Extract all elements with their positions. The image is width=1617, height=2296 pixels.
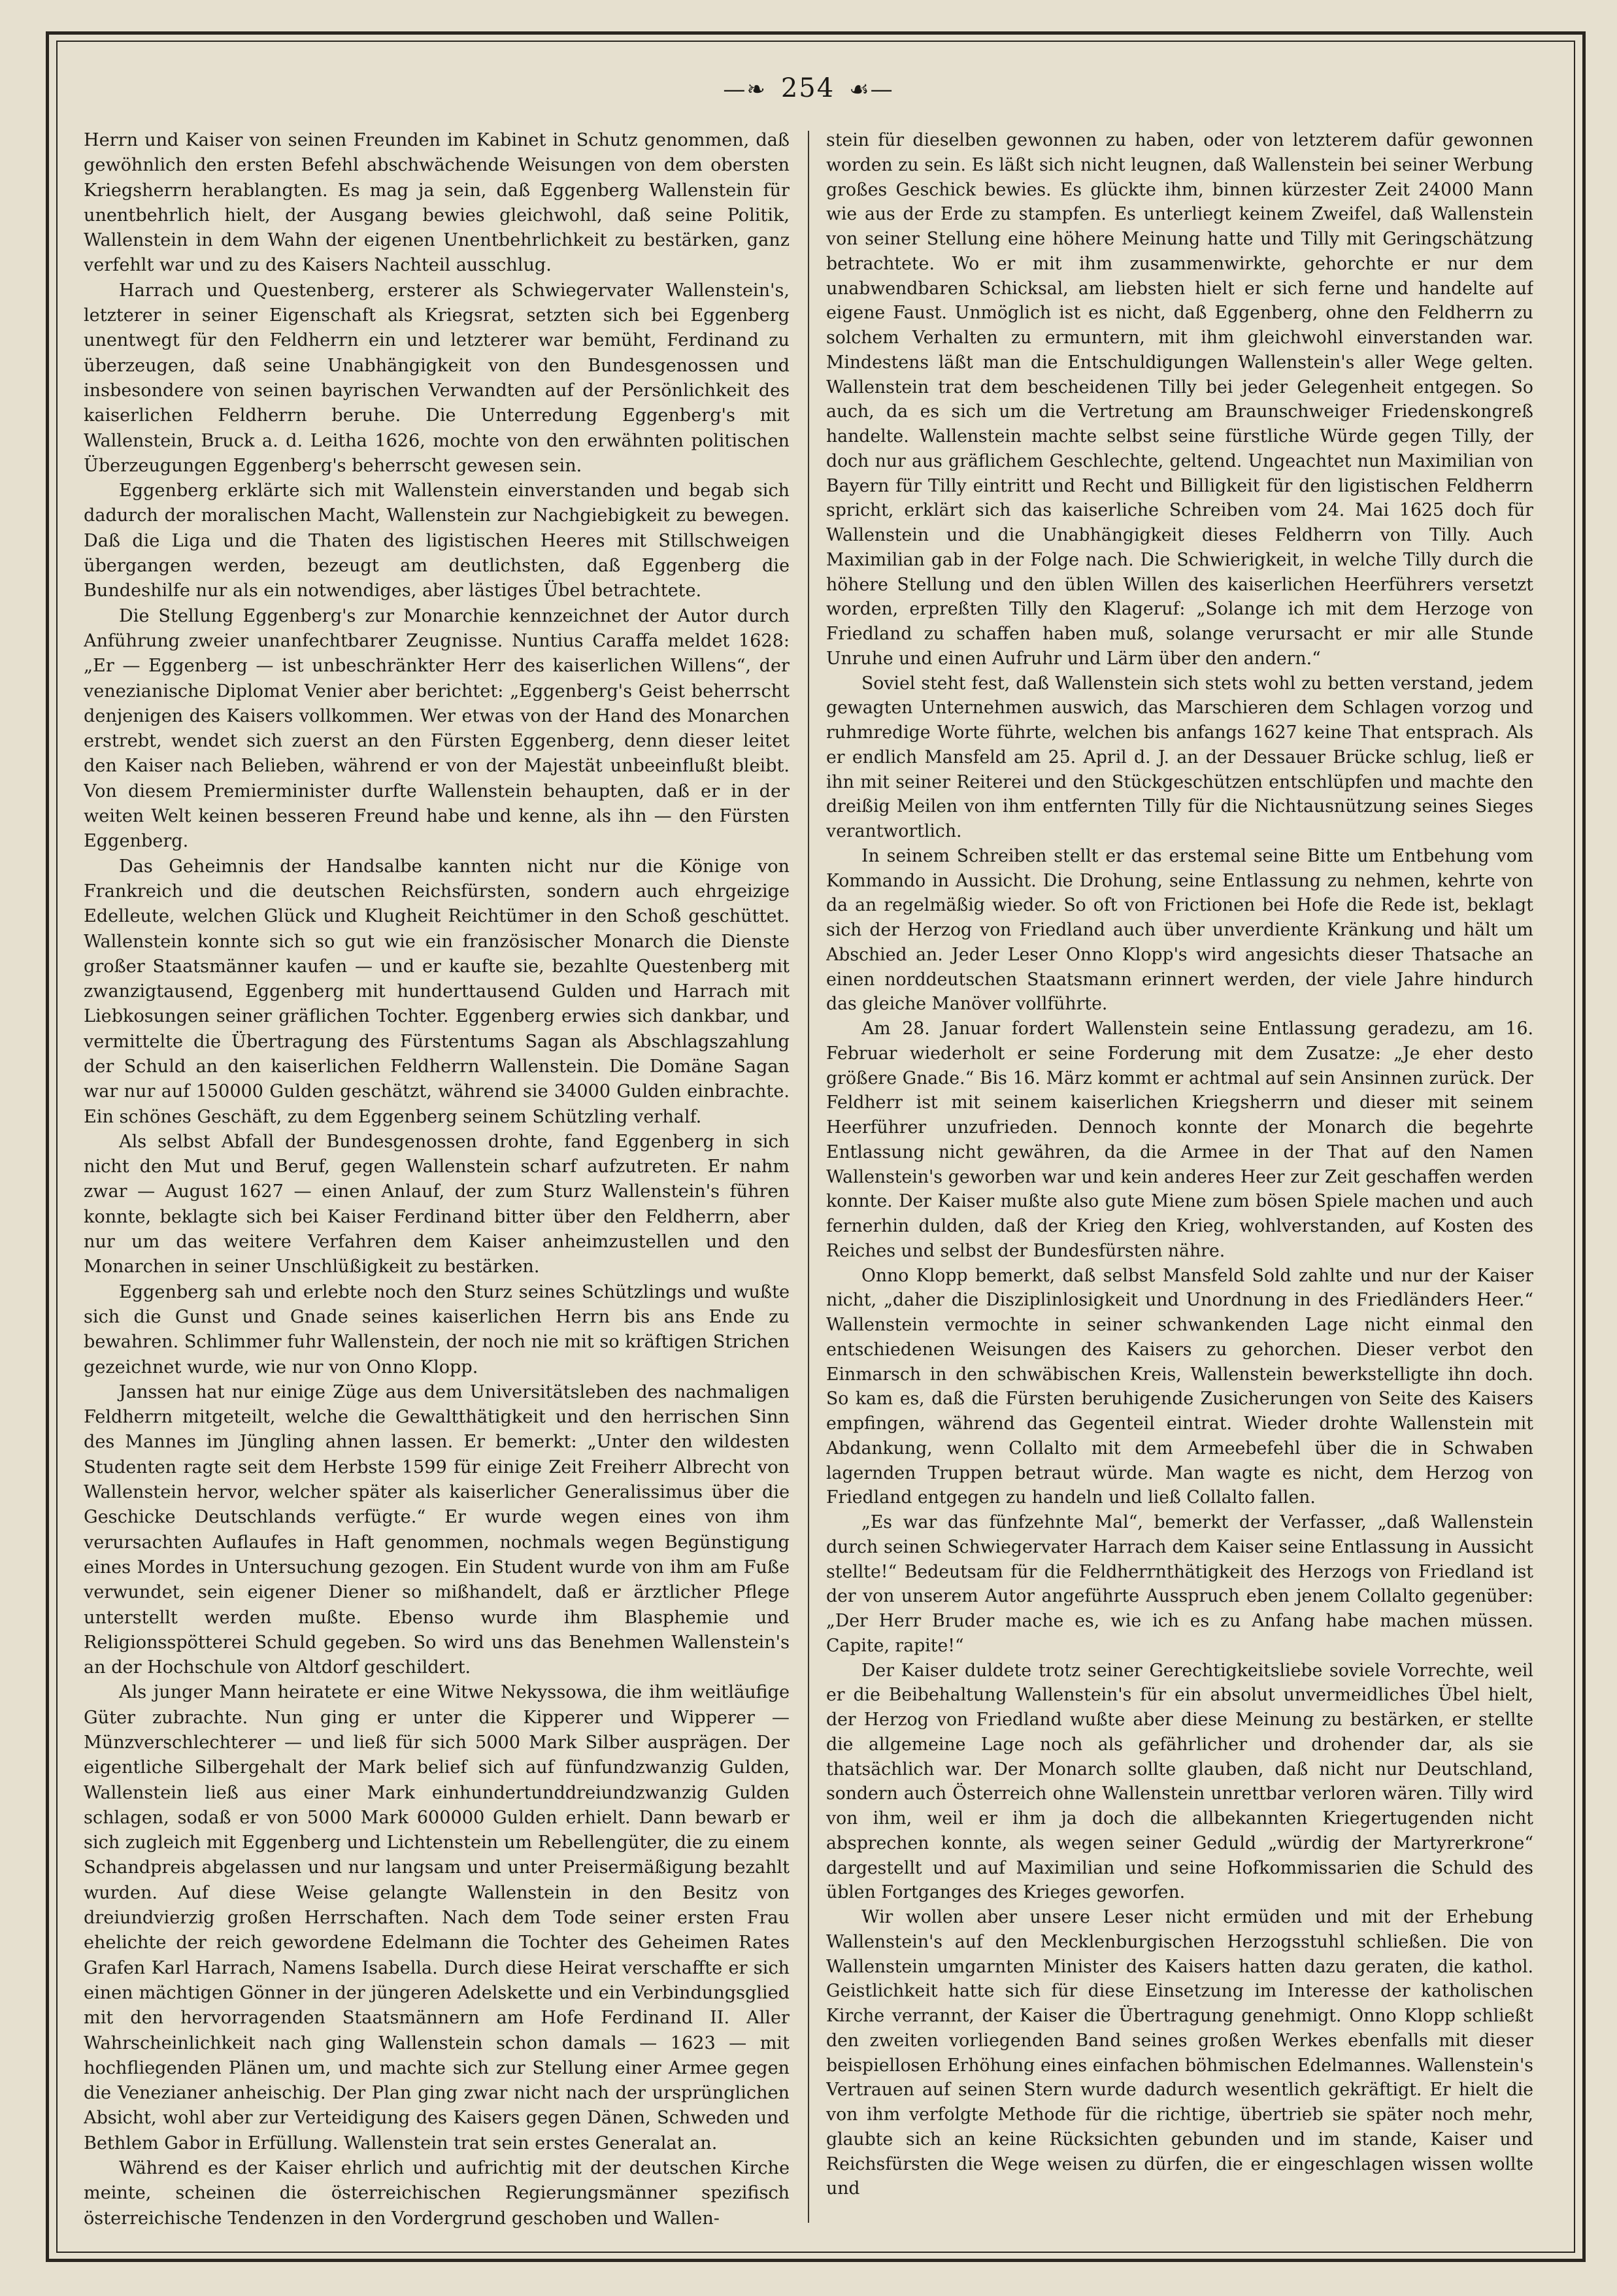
paragraph: stein für dieselben gewonnen zu haben, oder von letzterem dafür gewonnen worden zu sein. Es läßt sich nicht leugnen, daß Wallenstein bei seiner Werbung großes Geschick bewies. Es glückte ihm, binnen kürzester Zeit 24000 Mann wie aus der Erde zu stampfen. Es unterliegt keinem Zweifel, daß Wallenstein von seiner Stellung eine höhere Meinung hatte und Tilly mit Geringschätzung betrachtete. Wo er mit ihm zusammenwirkte, gehorchte er nur dem unabwendbaren Schicksal, am liebsten hielt er sich ferne und handelte auf eigene Faust. Unmöglich ist es nicht, daß Eggenberg, ohne den Feldherrn zu solchem Verhalten zu ermuntern, mit ihm gleichwohl einverstanden war. Mindestens läßt man die Entschuldigungen Wallenstein's aller Wege gelten. Wallenstein trat dem bescheidenen Tilly bei jeder Gelegenheit entgegen. So auch, da es sich um die Vertretung am Braunschweiger Friedenskongreß handelte. Wallenstein machte selbst seine fürstliche Würde gegen Tilly, der doch nur aus gräflichem Geschlechte, geltend. Ungeachtet nun Maximilian von Bayern für Tilly eintritt und Recht und Billigkeit für den ligistischen Feldherrn spricht, erklärt sich das kaiserliche Schreiben vom 24. Mai 1625 doch für Wallenstein und die Unabhängigkeit dieses Feldherrn von Tilly. Auch Maximilian gab in der Folge nach. Die Schwierigkeit, in welche Tilly durch die höhere Stellung und den üblen Willen des kaiserlichen Heerführers versetzt worden, erpreßten Tilly den Klageruf: „Solange ich mit dem Herzoge von Friedland zu schaffen haben muß, solange verursacht er mir alle Stunde Unruhe und einen Aufruhr und Lärm über den andern.“ [826,130,1533,669]
paragraph: Während es der Kaiser ehrlich und aufrichtig mit der deutschen Kirche meinte, scheinen die österreichischen Regierungsmänner spezifisch österreichische Tendenzen in den Vordergrund geschoben und Wallen- [84,2158,790,2229]
paragraph: Soviel steht fest, daß Wallenstein sich stets wohl zu betten verstand, jedem gewagten Unternehmen auswich, das Marschieren dem Schlagen vorzog und ruhmredige Worte führte, welchen bis anfangs 1627 keine That entsprach. Als er endlich Mansfeld am 25. April d. J. an der Dessauer Brücke schlug, ließ er ihn mit seiner Reiterei und den Stückgeschützen entschlüpfen und machte den dreißig Meilen von ihm entfernten Tilly für die Nichtausnützung seines Sieges verantwortlich. [826,673,1533,841]
paragraph: Harrach und Questenberg, ersterer als Schwiegervater Wallenstein's, letzterer in seiner Eigenschaft als Kriegsrat, setzten sich bei Eggenberg unentwegt für den Feldherrn ein und letzterer war bemüht, Ferdinand zu überzeugen, daß seine Unabhängigkeit von den Bundesgenossen und insbesondere von seinen bayrischen Verwandten auf der Persönlichkeit des kaiserlichen Feldherrn beruhe. Die Unterredung Eggenberg's mit Wallenstein, Bruck a. d. Leitha 1626, mochte von den erwähnten politischen Überzeugungen Eggenberg's beherrscht gewesen sein. [84,280,790,476]
column-divider [808,131,809,2223]
page-number: 254 [780,73,835,103]
paragraph: Eggenberg erklärte sich mit Wallenstein einverstanden und begab sich dadurch der moralischen Macht, Wallenstein zur Nachgiebigkeit zu bewegen. Daß die Liga und die Thaten des ligistischen Heeres mit Stillschweigen übergangen werden, bezeugt am deutlichsten, daß Eggenberg die Bundeshilfe nur als ein notwendiges, aber lästiges Übel betrachtete. [84,481,790,601]
paragraph: Eggenberg sah und erlebte noch den Sturz seines Schützlings und wußte sich die Gunst und Gnade seines kaiserlichen Herrn bis ans Ende zu bewahren. Schlimmer fuhr Wallenstein, der noch nie mit so kräftigen Strichen gezeichnet wurde, wie nur von Onno Klopp. [84,1281,790,1377]
text-column-left [84,128,790,2233]
paragraph: Onno Klopp bemerkt, daß selbst Mansfeld Sold zahlte und nur der Kaiser nicht, „daher die Disziplinlosigkeit und Unordnung in des Friedländers Heer.“ Wallenstein vermochte in seiner schwankenden Lage nicht einmal den entschiedenen Weisungen des Kaisers zu gehorchen. Dieser verbot den Einmarsch in den schwäbischen Kreis, Wallenstein bewerkstelligte ihn doch. So kam es, daß die Fürsten beruhigende Zusicherungen von Seite des Kaisers empfingen, während das Gegenteil eintrat. Wieder drohte Wallenstein mit Abdankung, wenn Collalto mit dem Armeebefehl über die in Schwaben lagernden Truppen betraut würde. Man wagte es nicht, dem Herzog von Friedland entgegen zu handeln und ließ Collalto fallen. [826,1265,1533,1508]
paragraph: Am 28. Januar fordert Wallenstein seine Entlassung geradezu, am 16. Februar wiederholt er seine Forderung mit dem Zusatze: „Je eher desto größere Gnade.“ Bis 16. März kommt er achtmal auf sein Ansinnen zurück. Der Feldherr ist mit seinem kaiserlichen Kriegsherrn und dieser mit seinem Heerführer unzufrieden. Dennoch konnte der Monarch die begehrte Entlassung nicht gewähren, da die Armee in der That auf den Namen Wallenstein's geworben war und kein anderes Heer zur Zeit geschaffen werden konnte. Der Kaiser mußte also gute Miene zum bösen Spiele machen und auch fernerhin dulden, daß der Krieg den Krieg, wohlverstanden, auf Kosten des Reiches und selbst der Bundesfürsten nähre. [826,1019,1533,1261]
ornament-right-icon: ☙— [849,76,894,103]
text-column-right [826,128,1533,2233]
paragraph: In seinem Schreiben stellt er das erstemal seine Bitte um Entbehung vom Kommando in Aussicht. Die Drohung, seine Entlassung zu nehmen, kehrte von da an regelmäßig wieder. So oft von Frictionen bei Hofe die Rede ist, beklagt sich der Herzog von Friedland auch über unverdiente Kränkung und hält um Abschied an. Jeder Leser Onno Klopp's wird angesichts dieser Thatsache an einen norddeutschen Staatsmann erinnert werden, der viele Jahre hindurch das gleiche Manöver vollführte. [826,845,1533,1015]
paragraph: Wir wollen aber unsere Leser nicht ermüden und mit der Erhebung Wallenstein's auf den Mecklenburgischen Herzogsstuhl schließen. Die von Wallenstein umgarnten Minister des Kaisers hatten dazu geraten, die kathol. Geistlichkeit hatte sich für diese Einsetzung im Interesse der katholischen Kirche verrannt, der Kaiser die Übertragung genehmigt. Onno Klopp schließt den zweiten vorliegenden Band seines großen Werkes ebenfalls mit dieser beispiellosen Erhöhung eines einfachen böhmischen Edelmannes. Wallenstein's Vertrauen auf seinen Stern wurde dadurch wesentlich gekräftigt. Er hielt die von ihm verfolgte Methode für die richtige, übertrieb sie später noch mehr, glaubte sich an keine Rücksichten gebunden und im stande, Kaiser und Reichsfürsten die Wege weisen zu dürfen, die er eingeschlagen wissen wollte und [826,1907,1533,2199]
paragraph: Der Kaiser duldete trotz seiner Gerechtigkeitsliebe soviele Vorrechte, weil er die Beibehaltung Wallenstein's für ein absolut unvermeidliches Übel hielt, der Herzog von Friedland wußte aber diese Meinung zu bestärken, er stellte die allgemeine Lage noch als gefährlicher und drohender dar, als sie thatsächlich war. Der Monarch sollte glauben, daß nicht nur Deutschland, sondern auch Österreich ohne Wallenstein unrettbar verloren wären. Tilly wird von ihm, weil er ihm ja doch die allbekannten Kriegertugenden nicht absprechen konnte, als wegen seiner Geduld „würdig der Martyrerkrone“ dargestellt und auf Maximilian und seine Hofkommissarien die Schuld des üblen Fortganges des Krieges geworfen. [826,1660,1533,1903]
page-header [0,73,1617,103]
paragraph: Als junger Mann heiratete er eine Witwe Nekyssowa, die ihm weitläufige Güter zubrachte. Nun ging er unter die Kipperer und Wipperer — Münzverschlechterer — und ließ für sich 5000 Mark Silber ausprägen. Der eigentliche Silbergehalt der Mark belief sich auf fünfundzwanzig Gulden, Wallenstein ließ aus einer Mark einhundertunddreiundzwanzig Gulden schlagen, sodaß er von 5000 Mark 600000 Gulden erhielt. Dann bewarb er sich zugleich mit Eggenberg und Lichtenstein um Rebellengüter, die zu einem Schandpreis abgelassen und nur langsam und unter Preisermäßigung bezahlt wurden. Auf diese Weise gelangte Wallenstein in den Besitz von dreiundvierzig großen Herrschaften. Nach dem Tode seiner ersten Frau ehelichte der reich gewordene Edelmann die Tochter des Geheimen Rates Grafen Karl Harrach, Namens Isabella. Durch diese Heirat verschaffte er sich einen mächtigen Gönner in der jüngeren Adelskette und ein Verbindungsglied mit den hervorragenden Staatsmännern am Hofe Ferdinand II. Aller Wahrscheinlichkeit nach ging Wallenstein schon damals — 1623 — mit hochfliegenden Plänen um, und machte sich zur Stellung einer Armee gegen die Venezianer anheischig. Der Plan ging zwar nicht nach der ursprünglichen Absicht, wohl aber zur Verteidigung des Kaisers gegen Dänen, Schweden und Bethlem Gabor in Erfüllung. Wallenstein trat sein erstes Generalat an. [84,1682,790,2153]
paragraph: Janssen hat nur einige Züge aus dem Universitätsleben des nachmaligen Feldherrn mitgeteilt, welche die Gewaltthätigkeit und den herrischen Sinn des Mannes im Jüngling ahnen lassen. Er bemerkt: „Unter den wildesten Studenten ragte seit dem Herbste 1599 für einige Zeit Freiherr Albrecht von Wallenstein hervor, welcher später als kaiserlicher Generalissimus über die Geschicke Deutschlands verfügte.“ Er wurde wegen eines von ihm verursachten Auflaufes in Haft genommen, nochmals wegen Begünstigung eines Mordes in Untersuchung gezogen. Ein Student wurde von ihm am Fuße verwundet, sein eigener Diener so mißhandelt, daß er ärztlicher Pflege unterstellt werden mußte. Ebenso wurde ihm Blasphemie und Religionsspötterei Schuld gegeben. So wird uns das Benehmen Wallenstein's an der Hochschule von Altdorf geschildert. [84,1381,790,1678]
ornament-left-icon: —❧ [723,76,767,103]
paragraph: Herrn und Kaiser von seinen Freunden im Kabinet in Schutz genommen, daß gewöhnlich den ersten Befehl abschwächende Weisungen von dem obersten Kriegsherrn herablangten. Es mag ja sein, daß Eggenberg Wallenstein für unentbehrlich hielt, der Ausgang bewies gleichwohl, daß seine Politik, Wallenstein in dem Wahn der eigenen Unentbehrlichkeit zu bestärken, ganz verfehlt war und zu des Kaisers Nachteil ausschlug. [84,130,790,276]
paragraph: Das Geheimnis der Handsalbe kannten nicht nur die Könige von Frankreich und die deutschen Reichsfürsten, sondern auch ehrgeizige Edelleute, welchen Glück und Klugheit Reichtümer in den Schoß geschüttet. Wallenstein konnte sich so gut wie ein französischer Monarch die Dienste großer Staatsmänner kaufen — und er kaufte sie, bezahlte Questenberg mit zwanzigtausend, Eggenberg mit hunderttausend Gulden und Harrach mit Liebkosungen seiner gräflichen Tochter. Eggenberg erwies sich dankbar, und vermittelte die Übertragung des Fürstentums Sagan als Abschlagszahlung der Schuld an den kaiserlichen Feldherrn Wallenstein. Die Domäne Sagan war nur auf 150000 Gulden geschätzt, während sie 34000 Gulden einbrachte. Ein schönes Geschäft, zu dem Eggenberg seinem Schützling verhalf. [84,856,790,1127]
paragraph: Als selbst Abfall der Bundesgenossen drohte, fand Eggenberg in sich nicht den Mut und Beruf, gegen Wallenstein scharf aufzutreten. Er nahm zwar — August 1627 — einen Anlauf, der zum Sturz Wallenstein's führen konnte, beklagte sich bei Kaiser Ferdinand bitter über den Feldherrn, aber nur um das weitere Verfahren dem Kaiser anheimzustellen und den Monarchen in seiner Unschlüßigkeit zu bestärken. [84,1131,790,1277]
paragraph: Die Stellung Eggenberg's zur Monarchie kennzeichnet der Autor durch Anführung zweier unanfechtbarer Zeugnisse. Nuntius Caraffa meldet 1628: „Er — Eggenberg — ist unbeschränkter Herr des kaiserlichen Willens“, der venezianische Diplomat Venier aber berichtet: „Eggenberg's Geist beherrscht denjenigen des Kaisers vollkommen. Wer etwas von der Hand des Monarchen erstrebt, wendet sich zuerst an den Fürsten Eggenberg, denn dieser leitet den Kaiser nach Belieben, während er von der Majestät unbeeinflußt bleibt. Von diesem Premierminister durfte Wallenstein behaupten, daß er in der weiten Welt keinen besseren Freund habe und kenne, als ihn — den Fürsten Eggenberg. [84,605,790,852]
paragraph: „Es war das fünfzehnte Mal“, bemerkt der Verfasser, „daß Wallenstein durch seinen Schwiegervater Harrach dem Kaiser seine Entlassung in Aussicht stellte!“ Bedeutsam für die Feldherrnthätigkeit des Herzogs von Friedland ist der von unserem Autor angeführte Ausspruch eben jenem Collalto gegenüber: „Der Herr Bruder mache es, wie ich es zu Anfang habe machen müssen. Capite, rapite!“ [826,1512,1533,1656]
